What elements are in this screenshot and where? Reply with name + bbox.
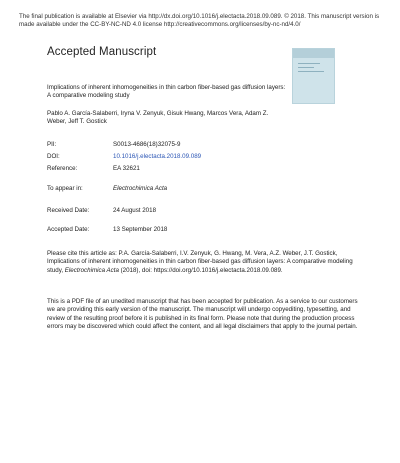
doi-link[interactable]: 10.1016/j.electacta.2018.09.089 (113, 153, 202, 160)
author-list: Pablo A. García-Salaberri, Iryna V. Zenyuk, Gisuk Hwang, Marcos Vera, Adam Z. Weber, Jeff T. Gostick (47, 110, 269, 126)
page-heading: Accepted Manuscript (47, 46, 157, 58)
journal-name: Electrochimica Acta (113, 185, 168, 192)
citation-paragraph (47, 250, 359, 275)
article-title: Implications of inherent inhomogeneities in thin carbon fiber-based gas diffusion layers: A comparative modeling study (47, 84, 286, 100)
meta-label: Accepted Date: (47, 226, 90, 233)
meta-label: DOI: (47, 153, 60, 160)
meta-value: 24 August 2018 (113, 207, 157, 214)
cover-header-band (293, 49, 334, 58)
meta-label: PII: (47, 141, 57, 148)
meta-value: S0013-4686(18)32075-9 (113, 141, 181, 148)
citation-tail: (2018), doi: https://doi.org/10.1016/j.electacta.2018.09.089. (118, 266, 283, 274)
license-notice: The final publication is available at Elsevier via http://dx.doi.org/10.1016/j.electacta.2018.09.089. © 2018. This manuscript version is made available under the CC-BY-NC-ND 4.0 license http://creativecommons.org/licenses/by-nc-nd/4.0/ (19, 13, 380, 29)
citation-lead: Please cite this article as: P.A. García-Salaberri, I.V. Zenyuk, G. Hwang, M. Vera, A.Z. Weber, J.T. Gostick, Implications of inherent inhomogeneities in thin carbon fiber-based gas diffusion layers: A comparative modeling study, (47, 250, 353, 274)
disclaimer-paragraph: This is a PDF file of an unedited manuscript that has been accepted for publication. As a service to our customers we are providing this early version of the manuscript. The manuscript will undergo copyediting, typesetting, and review of the resulting proof before it is published in its final form. Please note that during the production process errors may be discovered which could affect the content, and all legal disclaimers that apply to the journal pertain. (47, 298, 358, 331)
meta-label: Received Date: (47, 207, 90, 214)
cover-line (298, 71, 324, 72)
cover-line (298, 63, 320, 64)
meta-value: EA 32621 (113, 165, 140, 172)
cover-line (298, 67, 314, 68)
citation-journal: Electrochimica Acta (64, 266, 119, 274)
meta-label: To appear in: (47, 185, 83, 192)
meta-value: 13 September 2018 (113, 226, 168, 233)
meta-label: Reference: (47, 165, 78, 172)
journal-cover-thumbnail (292, 48, 335, 104)
